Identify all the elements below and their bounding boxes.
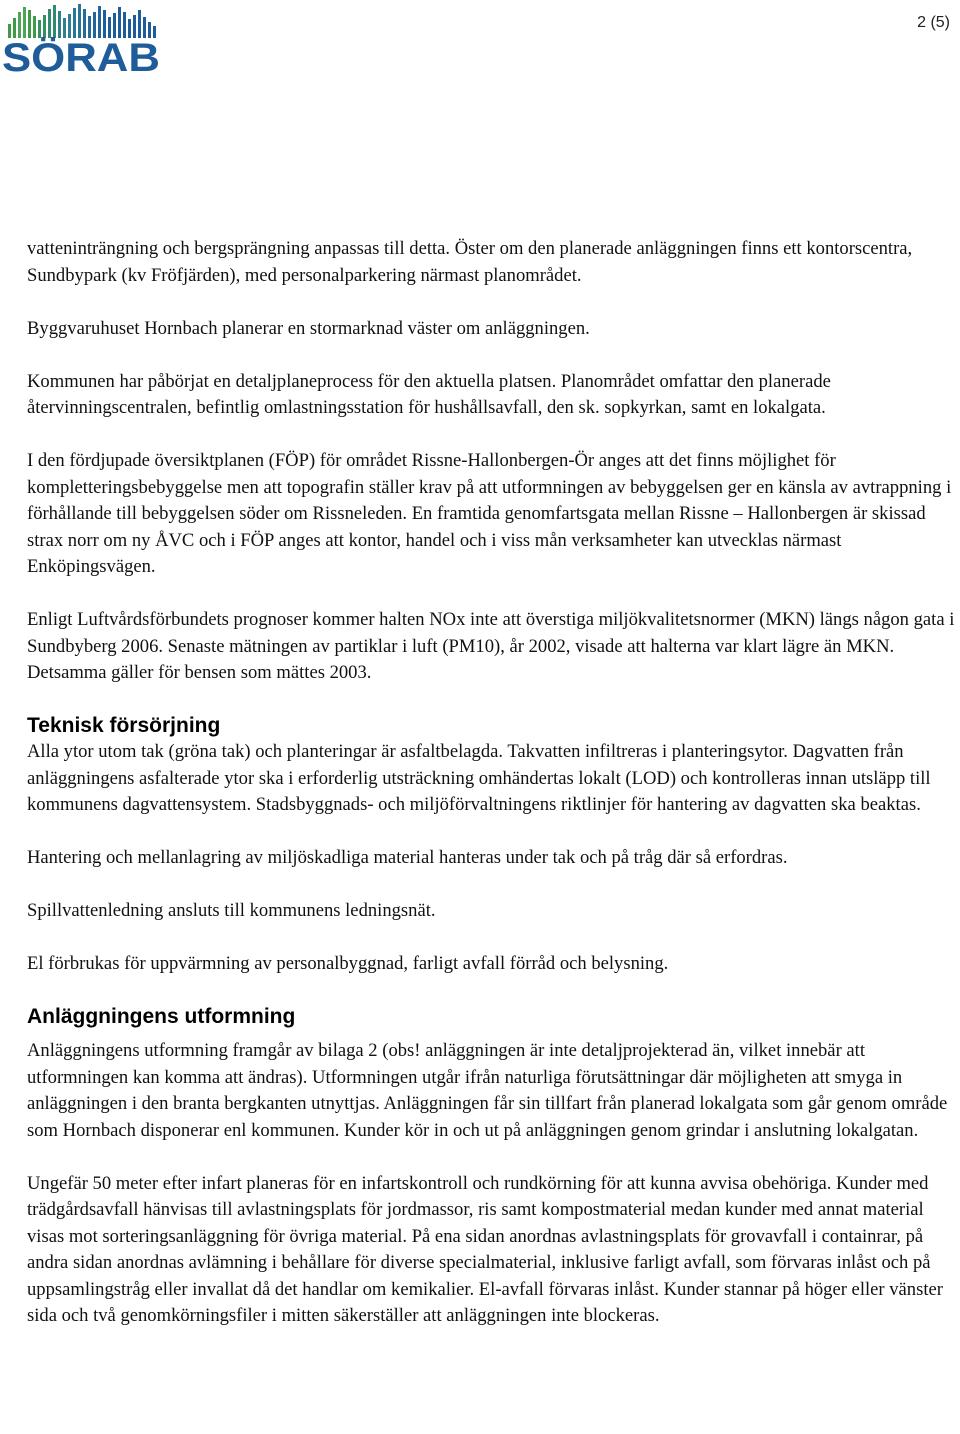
logo-wordmark: SÖRAB (2, 36, 147, 76)
document-body (27, 236, 957, 1330)
paragraph: Byggvaruhuset Hornbach planerar en stormarknad väster om anläggningen. (27, 317, 590, 339)
paragraph: Ungefär 50 meter efter infart planeras för en infartskontroll och rundkörning för att kunna avvisa obehöriga. Kunder med trädgårdsavfall hänvisas till avlastningsplats för jordmassor, ris samt kompostmaterial medan kunder med annat material visas mot sorteringsanläggning för övriga material. På ena sidan anordnas avlastningsplats för grovavfall i containrar, på andra sidan anordnas avlämning i behållare för diverse specialmaterial, inklusive farligt avfall, som förvaras inlåst och på uppsamlingstråg eller invallat då det handlar om kemikalier. El-avfall förvaras inlåst. Kunder stannar på höger eller vänster sida och två genomkörningsfiler i mitten säkerställer att anläggningen inte blockeras. (27, 1172, 943, 1326)
section-heading-teknisk-forsorjning: Teknisk försörjning (27, 714, 221, 737)
page-number: 2 (5) (917, 14, 950, 31)
paragraph: Enligt Luftvårdsförbundets prognoser kommer halten NOx inte att överstiga miljökvalitetsnormer (MKN) längs någon gata i Sundbyberg 2006. Senaste mätningen av partiklar i luft (PM10), år 2002, visade att halterna var klart lägre än MKN. Detsamma gäller för bensen som mättes 2003. (27, 609, 955, 683)
paragraph: vatteninträngning och bergsprängning anpassas till detta. Öster om den planerade anläggningen finns ett kontorscentra, Sundbypark (kv Fröfjärden), med personalparkering närmast planområdet. (27, 238, 913, 286)
sorab-logo (0, 0, 165, 76)
paragraph: I den fördjupade översiktplanen (FÖP) för området Rissne-Hallonbergen-Ör anges att det finns möjlighet för kompletteringsbebyggelse men att topografin ställer krav på att utformningen av bebyggelsen ger en känsla av avtrappning i förhållande till bebyggelsen söder om Rissneleden. En framtida genomfartsgata mellan Rissne – Hallonbergen är skissad strax norr om ny ÅVC och i FÖP anges att kontor, handel och i viss mån verksamheter kan utvecklas närmast Enköpingsvägen. (27, 450, 952, 577)
paragraph: Anläggningens utformning framgår av bilaga 2 (obs! anläggningen är inte detaljprojekterad än, vilket innebär att utformningen kan komma att ändras). Utformningen utgår ifrån naturliga förutsättningar där möjligheten att smyga in anläggningen i den branta bergkanten utnyttjas. Anläggningen får sin tillfart från planerad lokalgata som går genom område som Hornbach disponerar enl kommunen. Kunder kör in och ut på anläggningen genom grindar i anslutning lokalgatan. (27, 1040, 948, 1141)
paragraph: El förbrukas för uppvärmning av personalbyggnad, farligt avfall förråd och belysning. (27, 953, 669, 974)
paragraph: Kommunen har påbörjat en detaljplaneprocess för den aktuella platsen. Planområdet omfattar den planerade återvinningscentralen, befintlig omlastningsstation för hushållsavfall, den sk. sopkyrkan, samt en lokalgata. (27, 370, 831, 418)
paragraph: Spillvattenledning ansluts till kommunens ledningsnät. (27, 900, 436, 921)
paragraph: Hantering och mellanlagring av miljöskadliga material hanteras under tak och på tråg där så erfordras. (27, 847, 788, 868)
logo-bars (8, 4, 156, 38)
section-heading-anlaggningens-utformning: Anläggningens utformning (27, 1005, 296, 1028)
paragraph: Alla ytor utom tak (gröna tak) och planteringar är asfaltbelagda. Takvatten infiltreras i planteringsytor. Dagvatten från anläggningens asfalterade ytor ska i erforderlig utsträckning omhändertas lokalt (LOD) och kontrolleras innan utsläpp till kommunens dagvattensystem. Stadsbyggnads- och miljöförvaltningens riktlinjer för hantering av dagvatten ska beaktas. (27, 741, 931, 815)
